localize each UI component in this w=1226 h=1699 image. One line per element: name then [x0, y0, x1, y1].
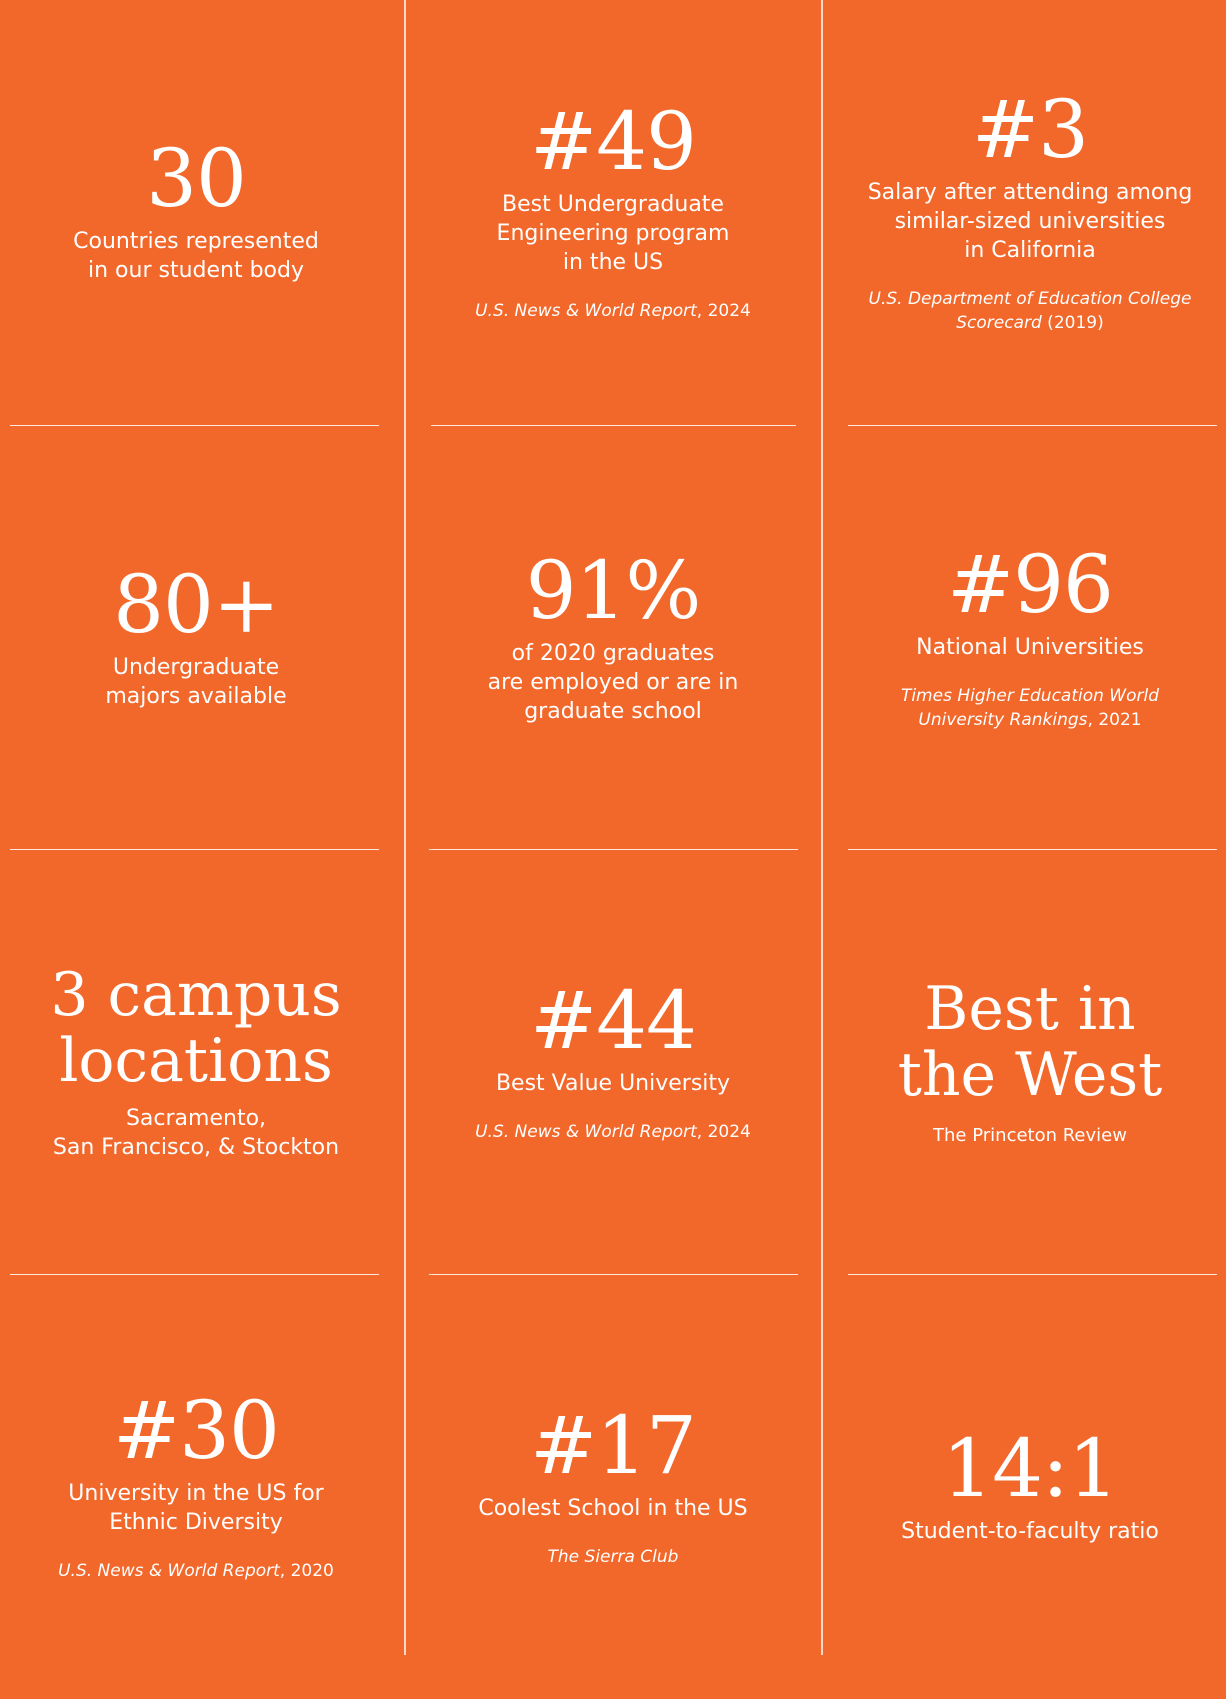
stat-figure: #17: [530, 1398, 696, 1492]
source-year: , 2020: [279, 1561, 334, 1581]
stat-coolest-rank: [417, 1275, 809, 1699]
stat-description: Salary after attending among similar-sized universities in California: [867, 179, 1193, 263]
stat-diversity-rank: [0, 1275, 392, 1699]
stat-figure: #30: [113, 1384, 279, 1477]
stat-ratio: [834, 1275, 1226, 1699]
source-year: , 2024: [696, 1121, 751, 1142]
stat-figure: 80+: [113, 558, 279, 651]
stat-description: University in the US for Ethnic Diversity: [68, 1481, 324, 1535]
stat-description: Student-to-faculty ratio: [901, 1518, 1159, 1544]
stat-employed: [417, 426, 809, 850]
stat-description: Sacramento, San Francisco, & Stockton: [52, 1106, 340, 1160]
stat-source: [475, 1120, 751, 1144]
source-publication: U.S. Department of Education College Scorecard: [868, 288, 1192, 333]
stat-salary-rank: [834, 0, 1226, 424]
source-year: (2019): [1041, 312, 1104, 333]
stat-description: Best Undergraduate Engineering program in the US: [496, 191, 730, 275]
source-publication: Times Higher Education World University Rankings: [900, 685, 1160, 730]
stat-majors: [0, 426, 392, 850]
stat-figure: 14:1: [942, 1421, 1118, 1515]
stat-source: [548, 1545, 679, 1569]
stat-figure: #96: [947, 537, 1113, 631]
stat-value-rank: [417, 850, 809, 1274]
source-year: , 2021: [1087, 709, 1142, 730]
stat-description: of 2020 graduates are employed or are in graduate school: [487, 640, 739, 724]
stat-campus-locations: [0, 850, 392, 1274]
stat-figure: 3 campus locations: [50, 960, 342, 1096]
column-divider-1: [404, 0, 406, 1655]
stat-countries: [0, 0, 392, 424]
stat-source: [475, 299, 751, 323]
stat-description: Coolest School in the US: [478, 1495, 748, 1521]
source-publication: U.S. News & World Report: [58, 1561, 280, 1581]
column-divider-2: [821, 0, 823, 1655]
stat-engineering-rank: [417, 0, 809, 424]
source-year: , 2024: [696, 300, 751, 321]
stat-description: Countries represented in our student body: [73, 229, 319, 283]
stat-source: [901, 684, 1159, 732]
source-publication: U.S. News & World Report: [475, 1121, 697, 1142]
stat-source: [869, 287, 1192, 335]
stat-figure: #49: [530, 94, 696, 188]
stat-source: [58, 1559, 334, 1583]
stat-source: The Princeton Review: [933, 1125, 1127, 1146]
stat-national-rank: [834, 426, 1226, 850]
stat-figure: Best in the West: [897, 974, 1163, 1110]
stat-best-in-west: [834, 850, 1226, 1274]
source-publication: U.S. News & World Report: [475, 300, 697, 321]
stat-figure: #44: [530, 973, 696, 1067]
stat-description: Undergraduate majors available: [105, 655, 287, 709]
stat-description: National Universities: [916, 634, 1144, 660]
source-publication: The Sierra Club: [547, 1546, 679, 1567]
stat-description: Best Value University: [495, 1070, 731, 1096]
stat-figure: 30: [146, 132, 246, 225]
stat-figure: 91%: [525, 543, 701, 637]
stat-figure: #3: [972, 82, 1088, 176]
